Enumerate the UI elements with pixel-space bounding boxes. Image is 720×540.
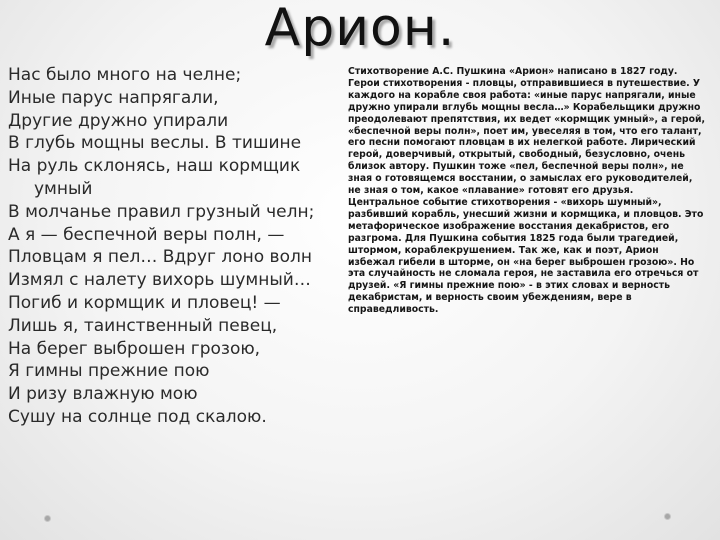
poem-line: Лишь я, таинственный певец, [8,315,278,336]
poem-line: Другие дружно упирали [8,110,229,131]
poem-line: И ризу влажную мою [8,384,198,405]
poem-line: Сушу на солнце под скалою. [8,406,267,427]
poem-line: Погиб и кормщик и пловец! — [8,292,281,313]
essay-paragraph: Центральное событие стихотворения - «вихорь шумный», разбивший корабль, унесший жизни и кормщика, и пловцов. Это метафорическое изображение восстания декабристов, его разгрома. Для Пушкина события 1825 года были трагедией, штормом, кораблекрушением. Так же, как и поэт, Арион избежал гибели в шторме, он «на берег выброшен грозою». Но эта случайность не сломала героя, не заставила его отречься от друзей. «Я гимны прежние пою» - в этих словах и верность декабристам, и верность своим убеждениям, вере в справедливость. [348,196,704,316]
slide-title: Арион. [264,0,456,58]
poem-line: Пловцам я пел… Вдруг лоно волн [8,247,312,268]
bullet-dot-icon [665,514,670,519]
essay-text [348,66,706,316]
poem-line: Нас было много на челне; [8,65,242,85]
poem-line: Иные парус напрягали, [8,87,219,108]
essay-paragraph: Стихотворение А.С. Пушкина «Арион» написано в 1827 году. [348,66,678,77]
poem-line: Я гимны прежние пою [8,361,210,382]
poem-line: На берег выброшен грозою, [8,338,261,359]
poem-line: В глубь мощны веслы. В тишине [8,133,302,154]
essay-paragraph: Герои стихотворения - пловцы, отправившиеся в путешествие. У каждого на корабле своя работа: «иные парус напрягали, иные дружно упирали вглубь мощны весла…» Корабельщики дружно преодолевают препятствия, их ведет «кормщик умный», а герой, «беспечной веры полн», поет им, увеселяя в том, что его талант, его песни помогают пловцам в их нелегкой работе. Лирический герой, доверчивый, открытый, свободный, безусловно, очень близок автору. Пушкин тоже «пел, беспечной веры полн», не зная о готовящемся восстании, о замыслах его руководителей, не зная о том, какое «плавание» готовят его друзья. [348,77,706,197]
poem-text [8,64,340,429]
poem-line: На руль склонясь, наш кормщик умный [8,156,301,199]
poem-line: А я — беспечной веры полн, — [8,224,285,245]
bullet-dot-icon [45,516,50,521]
poem-line: Измял с налету вихорь шумный… [8,270,311,291]
poem-line: В молчанье правил грузный челн; [8,201,315,222]
